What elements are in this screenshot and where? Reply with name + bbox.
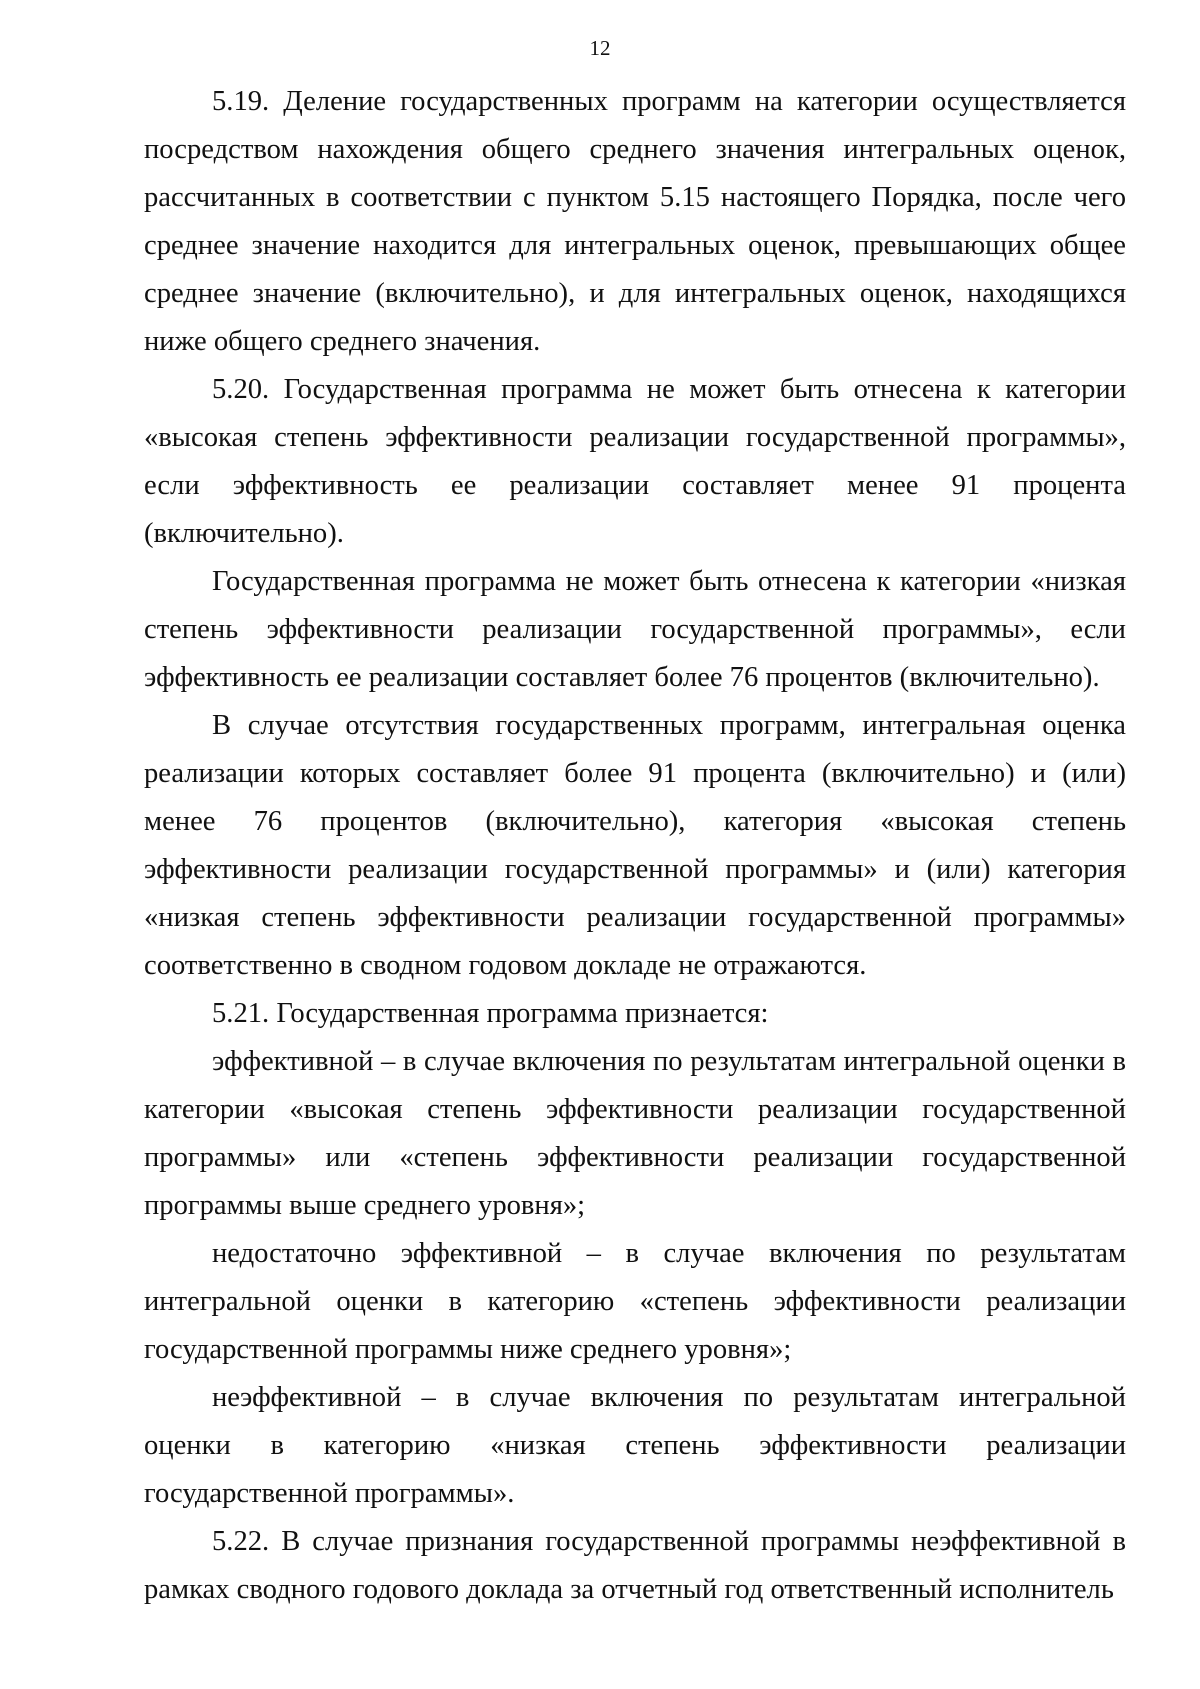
paragraph-5-22: 5.22. В случае признания государственной программы неэффективной в рамках сводного годового доклада за отчетный год ответственный исполнитель: [144, 1526, 1126, 1605]
paragraph-5-20: 5.20. Государственная программа не может быть отнесена к категории «высокая степень эффективности реализации государственной программы», если эффективность ее реализации составляет менее 91 процента (включительно).: [144, 374, 1126, 549]
paragraph-low-category: Государственная программа не может быть отнесена к категории «низкая степень эффективности реализации государственной программы», если эффективность ее реализации составляет более 76 процентов (включительно).: [144, 566, 1126, 693]
paragraph-effective: эффективной – в случае включения по результатам интегральной оценки в категории «высокая степень эффективности реализации государственной программы» или «степень эффективности реализации государственной программы выше среднего уровня»;: [144, 1046, 1126, 1221]
paragraph-5-21: 5.21. Государственная программа признается:: [212, 998, 769, 1029]
paragraph-5-19: 5.19. Деление государственных программ на категории осуществляется посредством нахождения общего среднего значения интегральных оценок, рассчитанных в соответствии с пунктом 5.15 настоящего Порядка, после чего среднее значение находится для интегральных оценок, превышающих общее среднее значение (включительно), и для интегральных оценок, находящихся ниже общего среднего значения.: [144, 86, 1126, 357]
paragraph-insufficiently-effective: недостаточно эффективной – в случае включения по результатам интегральной оценки в категорию «степень эффективности реализации государственной программы ниже среднего уровня»;: [144, 1238, 1126, 1365]
document-body: [144, 78, 1126, 1614]
paragraph-ineffective: неэффективной – в случае включения по результатам интегральной оценки в категорию «низкая степень эффективности реализации государственной программы».: [144, 1382, 1126, 1509]
paragraph-absence-of-programs: В случае отсутствия государственных программ, интегральная оценка реализации которых составляет более 91 процента (включительно) и (или) менее 76 процентов (включительно), категория «высокая степень эффективности реализации государственной программы» и (или) категория «низкая степень эффективности реализации государственной программы» соответственно в сводном годовом докладе не отражаются.: [144, 710, 1126, 981]
page-number: 12: [589, 36, 611, 60]
